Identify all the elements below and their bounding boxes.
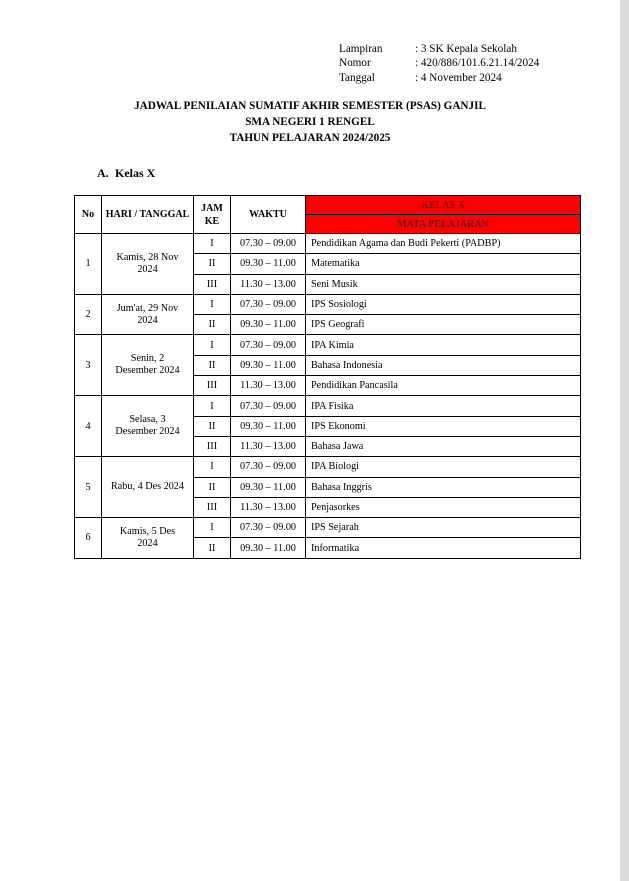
row-mapel: IPA Biologi — [306, 457, 581, 477]
row-waktu: 11.30 – 13.00 — [231, 376, 306, 396]
row-mapel: IPA Fisika — [306, 396, 581, 416]
row-waktu: 07.30 – 09.00 — [231, 518, 306, 538]
row-waktu: 07.30 – 09.00 — [231, 294, 306, 314]
row-waktu: 07.30 – 09.00 — [231, 234, 306, 254]
row-date: Kamis, 5 Des 2024 — [102, 518, 194, 559]
row-no: 3 — [75, 335, 102, 396]
table-header — [75, 196, 581, 234]
row-mapel: Informatika — [306, 538, 581, 558]
row-date: Selasa, 3 Desember 2024 — [102, 396, 194, 457]
tanggal-value: : 4 November 2024 — [415, 71, 502, 84]
row-no: 4 — [75, 396, 102, 457]
table-row — [75, 396, 581, 416]
header-kelas — [306, 196, 581, 215]
row-waktu: 09.30 – 11.00 — [231, 416, 306, 436]
row-date: Rabu, 4 Des 2024 — [102, 457, 194, 518]
schedule-table — [74, 195, 581, 559]
row-waktu: 09.30 – 11.00 — [231, 254, 306, 274]
row-jam: I — [194, 518, 231, 538]
row-mapel: IPS Sejarah — [306, 518, 581, 538]
row-mapel: IPS Ekonomi — [306, 416, 581, 436]
header-hari-tanggal: HARI / TANGGAL — [102, 196, 194, 234]
title-line-3: TAHUN PELAJARAN 2024/2025 — [229, 132, 391, 144]
tanggal-row — [339, 71, 539, 85]
row-mapel: IPS Geografi — [306, 315, 581, 335]
row-jam: I — [194, 396, 231, 416]
row-jam: I — [194, 335, 231, 355]
lampiran-row — [339, 42, 539, 56]
row-jam: II — [194, 416, 231, 436]
row-mapel: Pendidikan Pancasila — [306, 376, 581, 396]
lampiran-value: : 3 SK Kepala Sekolah — [415, 43, 517, 55]
row-jam: II — [194, 538, 231, 558]
row-waktu: 09.30 – 11.00 — [231, 538, 306, 558]
row-mapel: IPS Sosiologi — [306, 294, 581, 314]
row-jam: III — [194, 274, 231, 294]
row-mapel: Seni Musik — [306, 274, 581, 294]
header-waktu: WAKTU — [231, 196, 306, 234]
nomor-value: : 420/886/101.6.21.14/2024 — [415, 57, 540, 70]
tanggal-label: Tanggal — [339, 71, 375, 84]
row-mapel: Bahasa Inggris — [306, 477, 581, 497]
table-row — [75, 457, 581, 477]
row-mapel: Bahasa Indonesia — [306, 355, 581, 375]
section-letter: A. — [97, 166, 109, 180]
row-mapel: Penjasorkes — [306, 497, 581, 517]
nomor-row — [339, 56, 539, 70]
row-date: Kamis, 28 Nov 2024 — [102, 234, 194, 295]
row-mapel: IPA Kimia — [306, 335, 581, 355]
table-body — [75, 234, 581, 559]
header-mapel-text: MATA PELAJARAN — [397, 218, 489, 230]
row-mapel: Matematika — [306, 254, 581, 274]
row-waktu: 09.30 – 11.00 — [231, 355, 306, 375]
row-jam: II — [194, 315, 231, 335]
row-waktu: 11.30 – 13.00 — [231, 497, 306, 517]
nomor-label: Nomor — [339, 57, 371, 70]
header-mata-pelajaran — [306, 215, 581, 234]
row-jam: II — [194, 355, 231, 375]
row-waktu: 09.30 – 11.00 — [231, 477, 306, 497]
section-heading — [97, 166, 155, 181]
row-waktu: 11.30 – 13.00 — [231, 436, 306, 456]
row-no: 2 — [75, 294, 102, 335]
table-row — [75, 294, 581, 314]
row-waktu: 07.30 – 09.00 — [231, 457, 306, 477]
row-no: 6 — [75, 518, 102, 559]
row-jam: I — [194, 294, 231, 314]
title-line-1: JADWAL PENILAIAN SUMATIF AKHIR SEMESTER (PSAS) GANJIL — [134, 100, 486, 112]
row-mapel: Pendidikan Agama dan Budi Pekerti (PADBP) — [306, 234, 581, 254]
row-no: 1 — [75, 234, 102, 295]
row-no: 5 — [75, 457, 102, 518]
row-waktu: 07.30 – 09.00 — [231, 396, 306, 416]
header-jam-ke: JAM KE — [194, 196, 231, 234]
header-no: No — [75, 196, 102, 234]
row-jam: I — [194, 457, 231, 477]
table-row — [75, 335, 581, 355]
row-jam: III — [194, 436, 231, 456]
row-jam: II — [194, 254, 231, 274]
header-kelas-text: KELAS X — [421, 199, 465, 211]
row-jam: I — [194, 234, 231, 254]
table-row — [75, 518, 581, 538]
row-jam: III — [194, 376, 231, 396]
section-label: Kelas X — [115, 166, 156, 180]
row-waktu: 09.30 – 11.00 — [231, 315, 306, 335]
row-date: Jum'at, 29 Nov 2024 — [102, 294, 194, 335]
row-mapel: Bahasa Jawa — [306, 436, 581, 456]
row-waktu: 11.30 – 13.00 — [231, 274, 306, 294]
table-row — [75, 234, 581, 254]
row-date: Senin, 2 Desember 2024 — [102, 335, 194, 396]
row-jam: III — [194, 497, 231, 517]
title-line-2: SMA NEGERI 1 RENGEL — [245, 116, 375, 128]
letter-metadata — [339, 42, 539, 85]
page-edge-shadow — [620, 0, 629, 881]
lampiran-label: Lampiran — [339, 43, 383, 55]
row-waktu: 07.30 – 09.00 — [231, 335, 306, 355]
document-title — [0, 98, 620, 146]
row-jam: II — [194, 477, 231, 497]
